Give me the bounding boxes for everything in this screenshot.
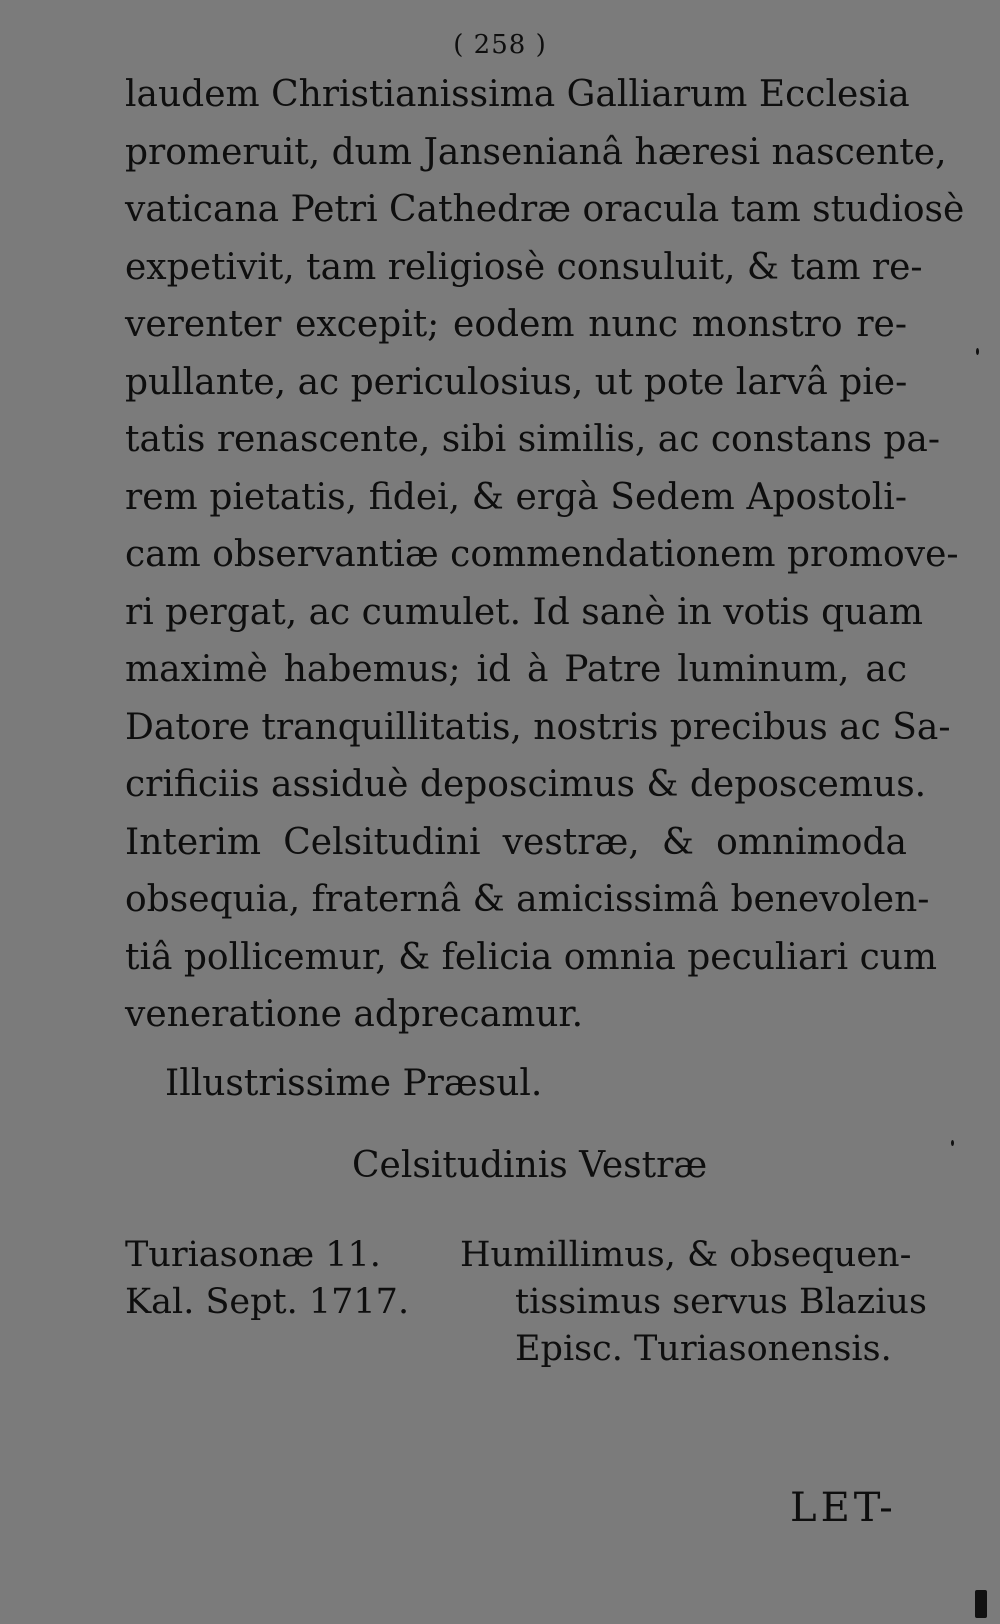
signature-line: tissimus servus Blazius bbox=[515, 1282, 927, 1322]
text-line: tatis renascente, sibi similis, ac constans pa- bbox=[125, 419, 941, 460]
signature-block bbox=[460, 1232, 927, 1373]
text-line: laudem Christianissima Galliarum Ecclesia bbox=[125, 74, 910, 115]
text-line: ri pergat, ac cumulet. Id sanè in votis quam bbox=[125, 591, 923, 633]
text-line: Datore tranquillitatis, nostris precibus ac Sa- bbox=[125, 706, 951, 748]
text-line: cam observantiæ commendationem promove- bbox=[125, 534, 959, 575]
text-line: veneratione adprecamur. bbox=[125, 994, 584, 1035]
signature-line: Humillimus, & obsequen- bbox=[460, 1235, 912, 1275]
text-line: obsequia, fraternâ & amicissimâ benevolen- bbox=[125, 879, 930, 920]
text-line: vaticana Petri Cathedræ oracula tam studiosè bbox=[125, 189, 965, 230]
text-line: verenter excepit; eodem nunc monstro re- bbox=[125, 304, 907, 345]
place-line: Turiasonæ 11. bbox=[125, 1235, 381, 1275]
signature-line: Episc. Turiasonensis. bbox=[515, 1329, 892, 1369]
honorific-title: Celsitudinis Vestræ bbox=[352, 1145, 708, 1186]
text-line: promeruit, dum Jansenianâ hæresi nascente, bbox=[125, 131, 947, 173]
text-line: rem pietatis, fidei, & ergà Sedem Apostoli- bbox=[125, 476, 907, 518]
date-line: Kal. Sept. 1717. bbox=[125, 1282, 410, 1322]
catchword: LET- bbox=[790, 1485, 897, 1531]
text-line: crificiis assiduè deposcimus & deposcemus. bbox=[125, 764, 927, 805]
scan-speck bbox=[975, 1590, 987, 1618]
place-date bbox=[125, 1232, 409, 1326]
page-number: ( 258 ) bbox=[453, 30, 547, 60]
text-line: Interim Celsitudini vestræ, & omnimoda bbox=[125, 821, 907, 863]
scan-speck bbox=[951, 1140, 954, 1146]
text-line: maximè habemus; id à Patre luminum, ac bbox=[125, 649, 907, 690]
text-line: pullante, ac periculosius, ut pote larvâ pie- bbox=[125, 361, 908, 403]
scan-speck bbox=[976, 348, 979, 355]
salutation: Illustrissime Præsul. bbox=[165, 1063, 543, 1104]
text-line: expetivit, tam religiosè consuluit, & tam re- bbox=[125, 246, 923, 288]
text-line: tiâ pollicemur, & felicia omnia peculiari cum bbox=[125, 936, 938, 978]
letter-body bbox=[125, 66, 965, 1044]
